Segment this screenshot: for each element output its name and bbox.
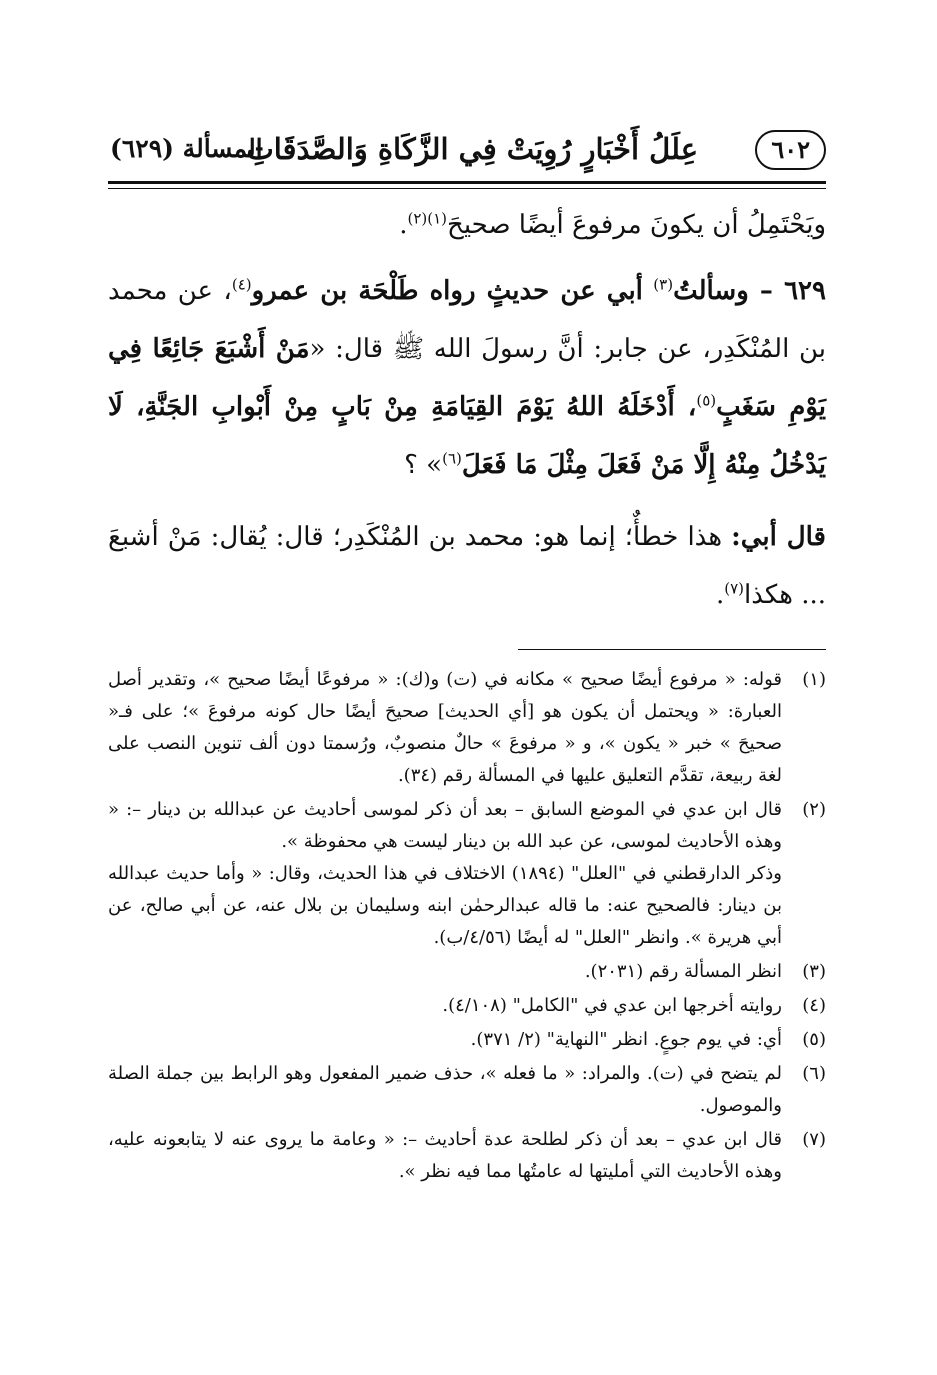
footnote-ref-3: (٣) <box>653 275 674 294</box>
answer-label: قال أبي: <box>731 522 826 552</box>
footnote-ref-1-2: (١)(٢) <box>407 209 448 228</box>
footnote-text: قال ابن عدي – بعد أن ذكر لطلحة عدة أحاديث –: « وعامة ما يروى عنه لا يتابعونه عليه، وهذه الأحاديث التي أمليتها له عامتُها مما فيه نظر ». <box>108 1129 782 1182</box>
footnote-ref-5: (٥) <box>696 391 717 410</box>
hadith-end: » ؟ <box>404 450 443 480</box>
page-header <box>108 128 826 180</box>
footnote-number: (٢) <box>802 799 826 820</box>
main-text <box>108 196 826 624</box>
footnote-text: لم يتضح في (ت). والمراد: « ما فعله »، حذف ضمير المفعول وهو الرابط بين جملة الصلة والموصول. <box>108 1063 782 1116</box>
footnote-7 <box>108 1124 826 1188</box>
question-text-1: أبي عن حديثٍ رواه طَلْحَة بن عمرو <box>251 276 643 306</box>
continuation-text: ويَحْتَمِلُ أن يكونَ مرفوعَ أيضًا صحيحَ <box>447 210 826 240</box>
footnote-text: قال ابن عدي في الموضع السابق – بعد أن ذكر لموسى أحاديث عن عبدالله بن دينار –: « وهذه الأحاديث لموسى، عن عبد الله بن دينار ليست هي محفوظة ». <box>108 799 782 852</box>
footnote-text: انظر المسألة رقم (٢٠٣١). <box>584 961 782 982</box>
footnote-ref-6: (٦) <box>442 449 462 468</box>
footnote-2 <box>108 794 826 954</box>
footnote-number: (٣) <box>802 961 826 982</box>
footnote-1 <box>108 664 826 792</box>
footnote-ref-4: (٤) <box>231 275 252 294</box>
issue-label: المسألة (٦٢٩) <box>110 134 263 163</box>
footnote-text: أي: في يوم جوعٍ. انظر "النهاية" (٢/ ٣٧١). <box>470 1029 782 1050</box>
footnote-3 <box>108 956 826 988</box>
continuation-paragraph <box>108 196 826 254</box>
running-title: عِلَلُ أَخْبَارٍ رُوِيَتْ فِي الزَّكَاةِ وَالصَّدَقَاتِ <box>246 132 698 166</box>
footnote-6 <box>108 1058 826 1122</box>
footnote-text: قوله: « مرفوع أيضًا صحيح » مكانه في (ت) و(ك): « مرفوعًا أيضًا صحيح »، وتقدير أصل العبارة: « ويحتمل أن يكون هو [أي الحديث] صحيحَ أيضًا حال كونه مرفوعَ »؛ على فـ« صحيحَ » خبر « يكون »، و « مرفوعَ » حالٌ منصوبٌ، ورُسمتا دون ألف تنوين النصب على لغة ربيعة، تقدَّم التعليق عليها في المسألة رقم (٣٤). <box>108 669 782 786</box>
hadith-text-1: مَنْ أَشْبَعَ جَائِعًا فِي يَوْمِ سَغَبٍ <box>108 334 826 422</box>
footnote-number: (٧) <box>802 1129 826 1150</box>
footnote-text: وذكر الدارقطني في "العلل" (١٨٩٤) الاختلاف في هذا الحديث، وقال: « وأما حديث عبدالله بن دينار: فالصحيح عنه: ما قاله عبدالرحمٰن ابنه وسليمان بن بلال عنه، عن أبي صالح، عن أبي هريرة ». وانظر "العلل" له أيضًا (٤/٥٦/ب). <box>108 863 782 948</box>
answer-end: . <box>715 580 725 610</box>
page-number: ٦٠٢ <box>755 130 826 170</box>
hadith-text-2: ، أَدْخَلَهُ اللهُ يَوْمَ القِيَامَةِ مِنْ بَابٍ مِنْ أَبْوابِ الجَنَّةِ، لَا يَدْخُلُ مِنْهُ إِلَّا مَنْ فَعَلَ مِثْلَ مَا فَعَلَ <box>108 392 826 480</box>
question-paragraph <box>108 262 826 494</box>
header-rule-thin <box>108 188 826 189</box>
footnote-number: (٤) <box>802 995 826 1016</box>
footnote-5 <box>108 1024 826 1056</box>
footnote-text: روايته أخرجها ابن عدي في "الكامل" (٤/١٠٨). <box>442 995 782 1016</box>
answer-paragraph <box>108 508 826 624</box>
footnote-number: (٦) <box>802 1063 826 1084</box>
footnotes <box>108 664 826 1190</box>
question-text-2: ، عن محمد بن المُنْكَدِر، عن جابر: أنَّ رسولَ الله ﷺ قال: « <box>108 276 826 364</box>
footnote-separator <box>518 649 826 650</box>
footnote-number: (١) <box>802 669 826 690</box>
question-number: ٦٢٩ – وسألتُ <box>673 276 826 306</box>
continuation-end: . <box>399 210 408 240</box>
header-rule-thick <box>108 181 826 184</box>
footnote-ref-7: (٧) <box>724 579 744 598</box>
footnote-number: (٥) <box>802 1029 826 1050</box>
answer-text: هذا خطأٌ؛ إنما هو: محمد بن المُنْكَدِر؛ قال: يُقال: مَنْ أشبعَ ... هكذا <box>108 522 826 610</box>
footnote-4 <box>108 990 826 1022</box>
